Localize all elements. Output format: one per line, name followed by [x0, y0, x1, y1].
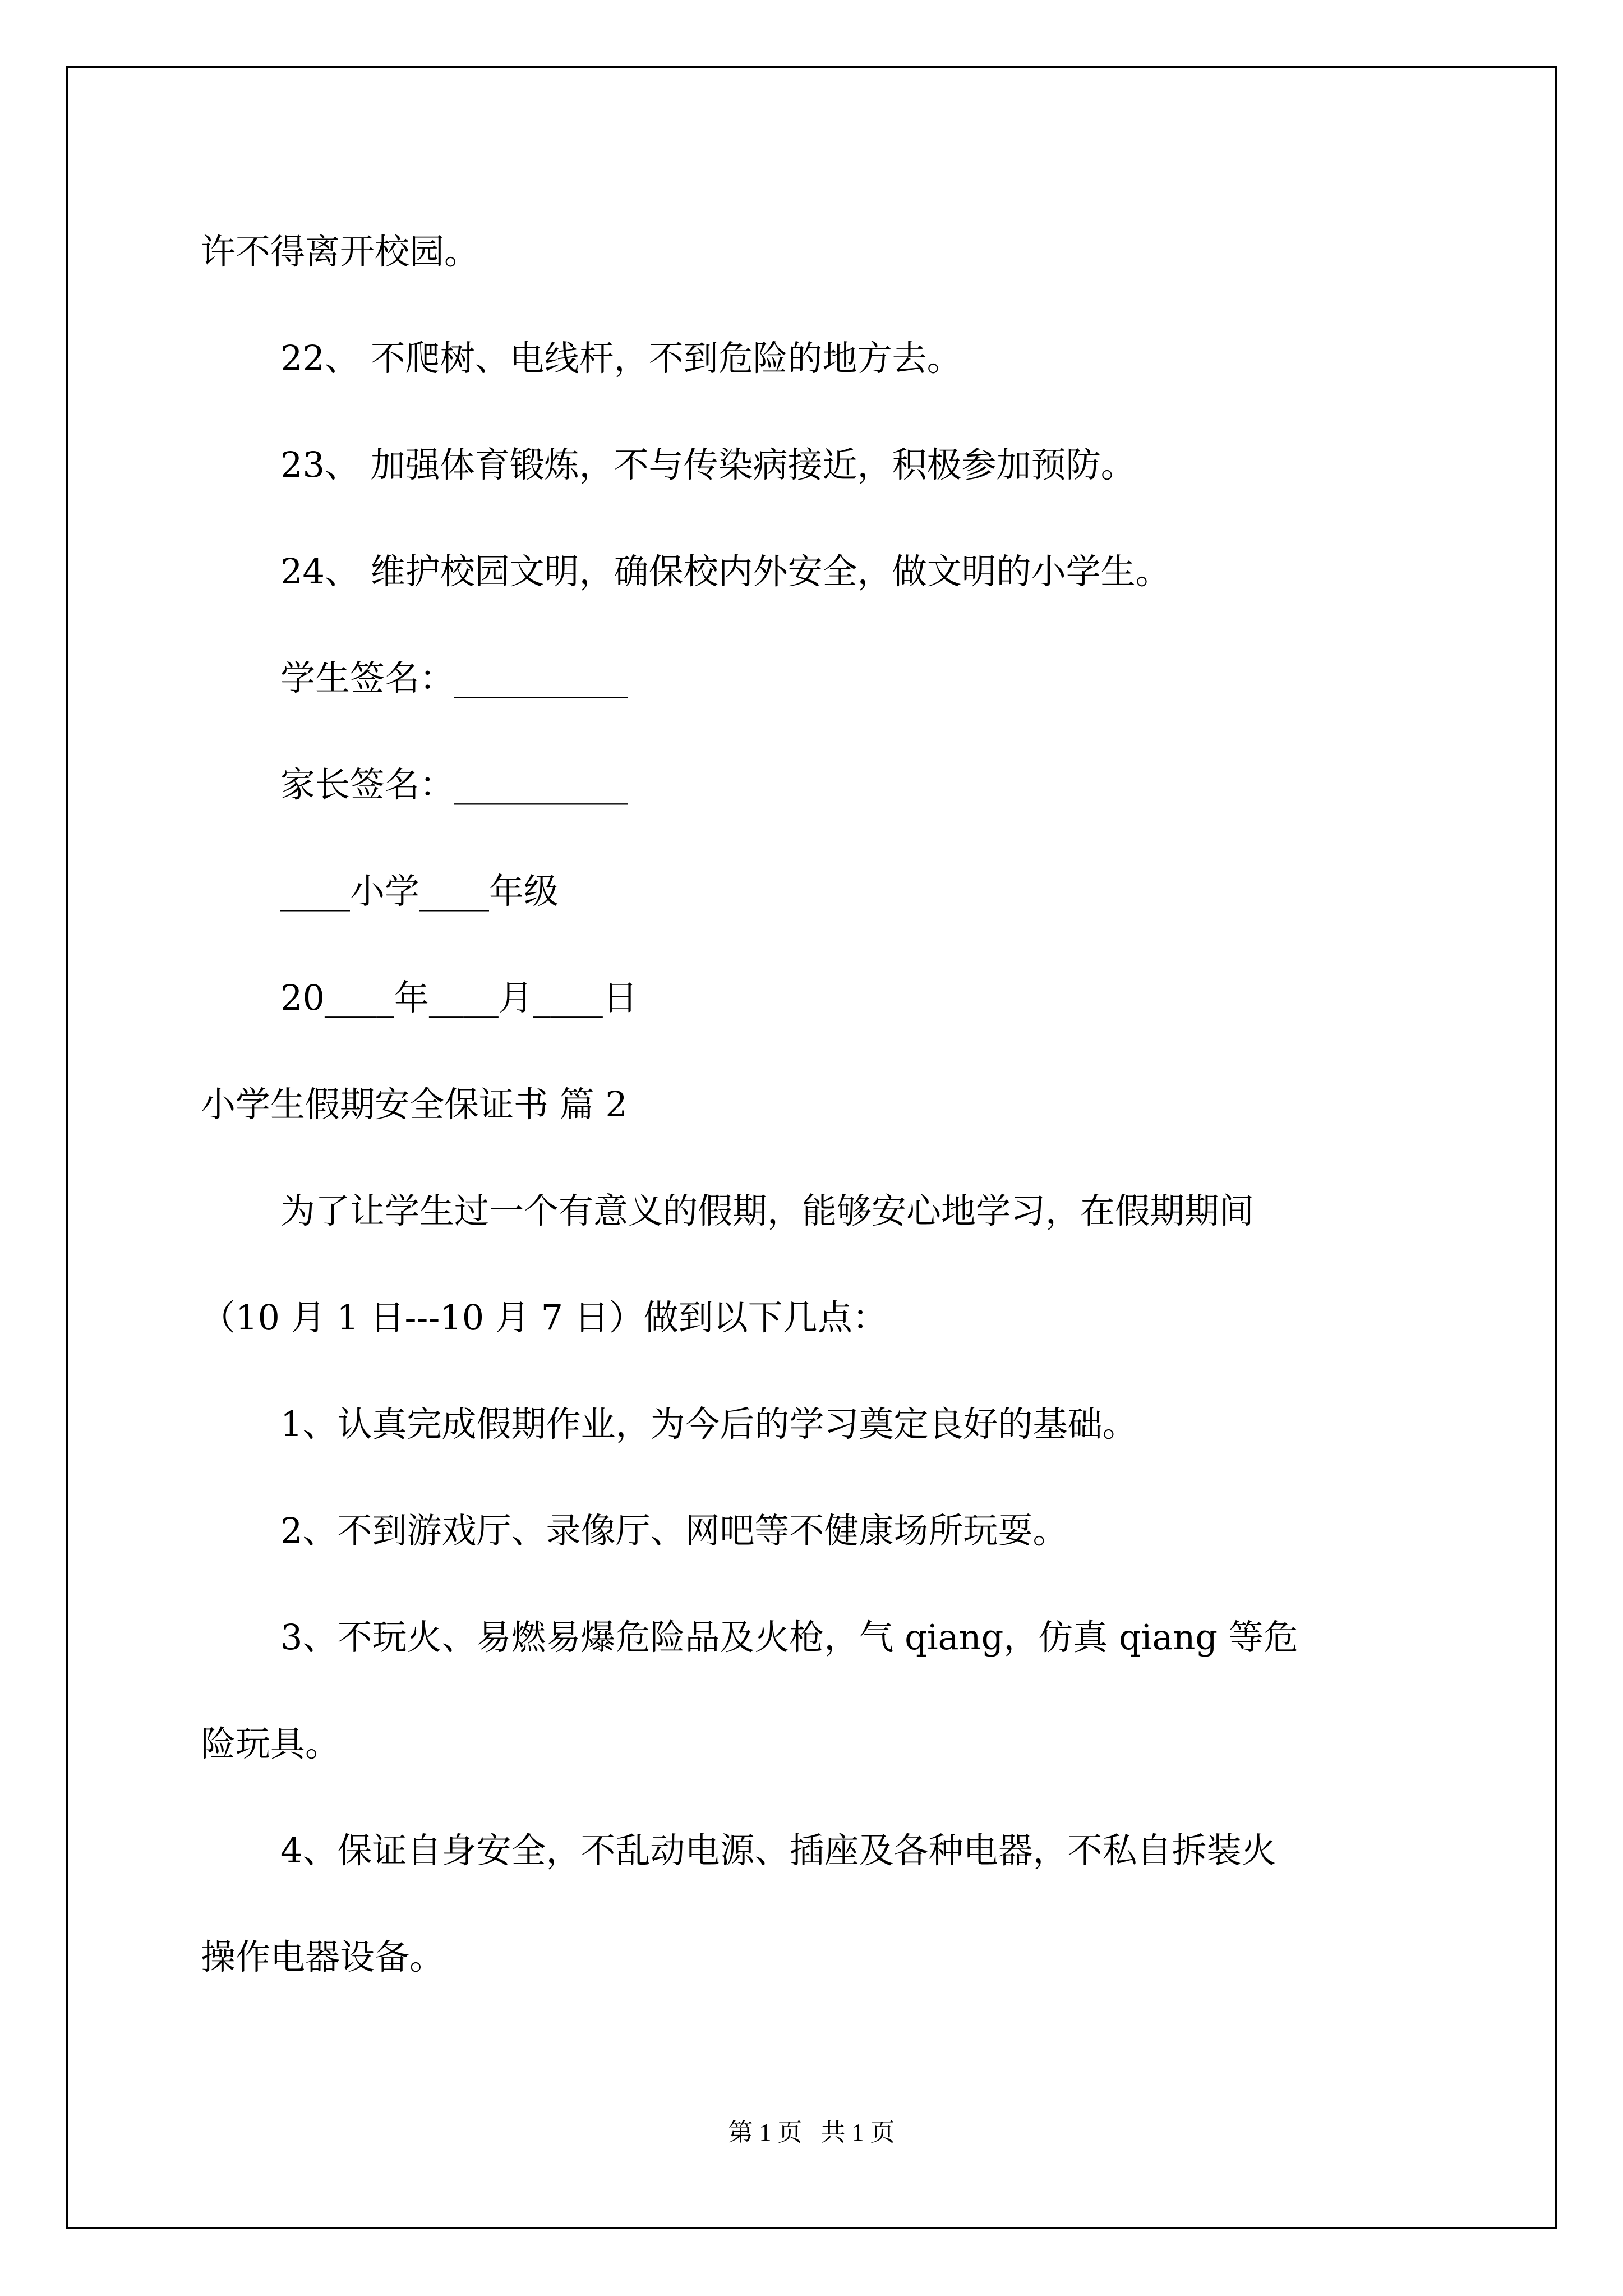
- page-border: [66, 66, 1557, 2229]
- student-signature-line: 学生签名：__________: [280, 657, 629, 698]
- section-heading: 小学生假期安全保证书 篇 2: [201, 1084, 628, 1125]
- parent-signature-line: 家长签名：__________: [280, 764, 629, 805]
- intro-paragraph-line-2: （10 月 1 日---10 月 7 日）做到以下几点：: [201, 1297, 887, 1338]
- paragraph-continuation: 许不得离开校园。: [201, 231, 479, 272]
- list-item-23: 23、 加强体育锻炼，不与传染病接近，积极参加预防。: [280, 444, 1136, 485]
- school-grade-line: ____小学____年级: [280, 871, 559, 912]
- page-number-footer: 第 1 页 共 1 页: [728, 2119, 895, 2146]
- list-item-3-continued: 险玩具。: [201, 1723, 340, 1764]
- list-item-2: 2、不到游戏厅、录像厅、网吧等不健康场所玩耍。: [280, 1510, 1068, 1551]
- date-line: 20____年____月____日: [280, 977, 638, 1018]
- intro-paragraph-line-1: 为了让学生过一个有意义的假期，能够安心地学习，在假期期间: [280, 1190, 1255, 1231]
- list-item-4-continued: 操作电器设备。: [201, 1936, 445, 1977]
- list-item-22: 22、 不爬树、电线杆，不到危险的地方去。: [280, 338, 962, 379]
- list-item-3: 3、不玩火、易燃易爆危险品及火枪，气 qiang，仿真 qiang 等危: [280, 1617, 1298, 1658]
- list-item-4: 4、保证自身安全，不乱动电源、插座及各种电器，不私自拆装火: [280, 1830, 1276, 1871]
- list-item-1: 1、认真完成假期作业，为今后的学习奠定良好的基础。: [280, 1404, 1137, 1444]
- list-item-24: 24、 维护校园文明，确保校内外安全，做文明的小学生。: [280, 551, 1170, 592]
